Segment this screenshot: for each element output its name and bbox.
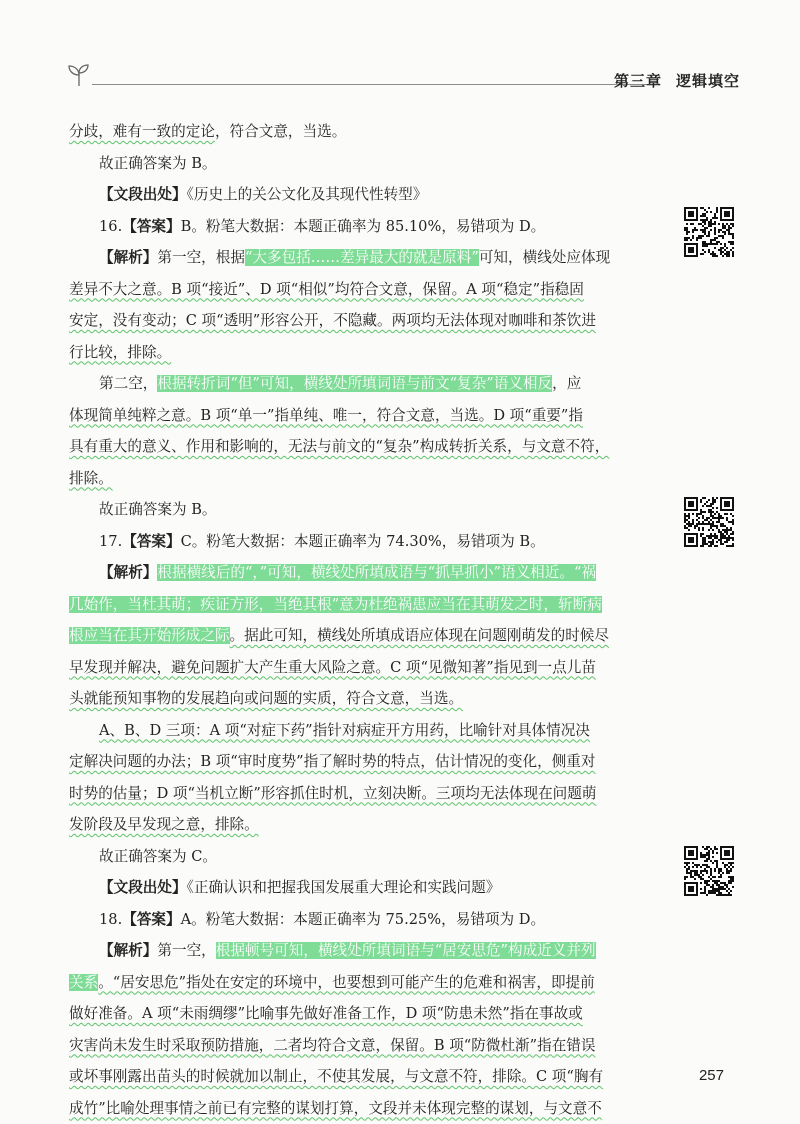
- answer-line: 故正确答案为 C。: [99, 847, 217, 865]
- text-line: [69, 589, 654, 621]
- text-line: 【解析】第一空，根据顿号可知，横线处所填词语与“居安思危”构成近义并列: [99, 942, 596, 959]
- text-line: 行比较，排除。: [69, 343, 172, 361]
- highlight: “大多包括……差异最大的就是原料”: [244, 249, 479, 266]
- qr-code-icon[interactable]: [684, 846, 734, 896]
- question-16-answer: 16.【答案】B。粉笔大数据：本题正确率为 85.10%，易错项为 D。: [99, 217, 546, 235]
- text-line: 或坏事刚露出苗头的时候就加以制止，不使其发展，与文意不符，排除。C 项“胸有: [69, 1068, 604, 1085]
- highlight: 几始作，当杜其萌；疾证方形，当绝其根”意为杜绝祸患应当在其萌发之时，斩断病: [69, 595, 602, 613]
- text-line: 早发现并解决，避免问题扩大产生重大风险之意。C 项“见微知著”指见到一点儿苗: [69, 658, 596, 676]
- answer-line: 故正确答案为 B。: [99, 501, 217, 518]
- page-number: 257: [698, 1067, 724, 1084]
- source-line: 【文段出处】《正确认识和把握我国发展重大理论和实践问题》: [99, 879, 501, 896]
- question-18-answer: 18.【答案】A。粉笔大数据：本题正确率为 75.25%，易错项为 D。: [99, 910, 546, 928]
- header-rule: [92, 84, 660, 85]
- text-line: 【解析】根据横线后的“，”可知，横线处所填成语与“抓早抓小”语义相近。“祸: [99, 564, 597, 581]
- text-line: 定解决问题的办法；B 项“审时度势”指了解时势的特点，估计情况的变化，侧重对: [69, 753, 596, 770]
- text-line: 排除。: [69, 469, 113, 487]
- qr-code-icon[interactable]: [684, 497, 734, 547]
- text-line: 成竹”比喻处理事情之前已有完整的谋划打算，文段并未体现完整的谋划，与文意不: [69, 1099, 602, 1117]
- text-line: 分歧，难有一致的定论，符合文意，当选。: [69, 123, 347, 140]
- highlight: 根应当在其开始形成之际: [69, 627, 230, 644]
- text-line: 具有重大的意义、作用和影响的，无法与前文的“复杂”构成转折关系，与文意不符，: [69, 438, 610, 455]
- highlight: 根据横线后的“，”可知，横线处所填成语与“抓早抓小”语义相近。“祸: [157, 564, 597, 581]
- page-header: [66, 62, 740, 96]
- text-line: A、B、D 三项：A 项“对症下药”指针对病症开方用药，比喻针对具体情况决: [99, 721, 590, 739]
- text-line: 根应当在其开始形成之际。据此可知，横线处所填成语应体现在问题刚萌发的时候尽: [69, 627, 609, 644]
- qr-code-icon[interactable]: [684, 207, 734, 257]
- text-line: 第二空，根据转折词“但”可知，横线处所填词语与前文“复杂”语义相反，应: [99, 375, 582, 392]
- text-line: 灾害尚未发生时采取预防措施，二者均符合文意，保留。B 项“防微杜渐”指在错误: [69, 1036, 596, 1054]
- text-line: 差异不大之意。B 项“接近”、D 项“相似”均符合文意，保留。A 项“稳定”指稳固: [69, 280, 584, 298]
- highlight: 根据顿号可知，横线处所填词语与“居安思危”构成近义并列: [215, 942, 596, 959]
- highlight: 关系: [69, 973, 99, 991]
- highlight: 根据转折词“但”可知，横线处所填词语与前文“复杂”语义相反: [157, 375, 553, 392]
- text-line: 头就能预知事物的发展趋向或问题的实质，符合文意，当选。: [69, 690, 464, 707]
- source-line: 【文段出处】《历史上的关公文化及其现代性转型》: [99, 186, 428, 203]
- answer-line: 故正确答案为 B。: [99, 154, 217, 172]
- text-line: 安定，没有变动；C 项“透明”形容公开，不隐藏。两项均无法体现对咖啡和茶饮进: [69, 312, 596, 329]
- text-line: 时势的估量；D 项“当机立断”形容抓住时机，立刻决断。三项均无法体现在问题萌: [69, 784, 597, 802]
- text-line: 【解析】第一空，根据“大多包括……差异最大的就是原料”可知，横线处应体现: [99, 249, 611, 266]
- text-line: 关系。“居安思危”指处在安定的环境中，也要想到可能产生的危难和祸害，即提前: [69, 973, 595, 991]
- question-17-answer: 17.【答案】C。粉笔大数据：本题正确率为 74.30%，易错项为 B。: [99, 532, 545, 550]
- text-line: 做好准备。A 项“未雨绸缪”比喻事先做好准备工作，D 项“防患未然”指在事故或: [69, 1005, 583, 1022]
- sprout-icon: [66, 62, 92, 88]
- text-line: 发阶段及早发现之意，排除。: [69, 816, 259, 833]
- page-body: [69, 116, 654, 1124]
- text-line: 体现简单纯粹之意。B 项“单一”指单纯、唯一，符合文意，当选。D 项“重要”指: [69, 406, 583, 424]
- chapter-title: 第三章 逻辑填空: [613, 72, 740, 90]
